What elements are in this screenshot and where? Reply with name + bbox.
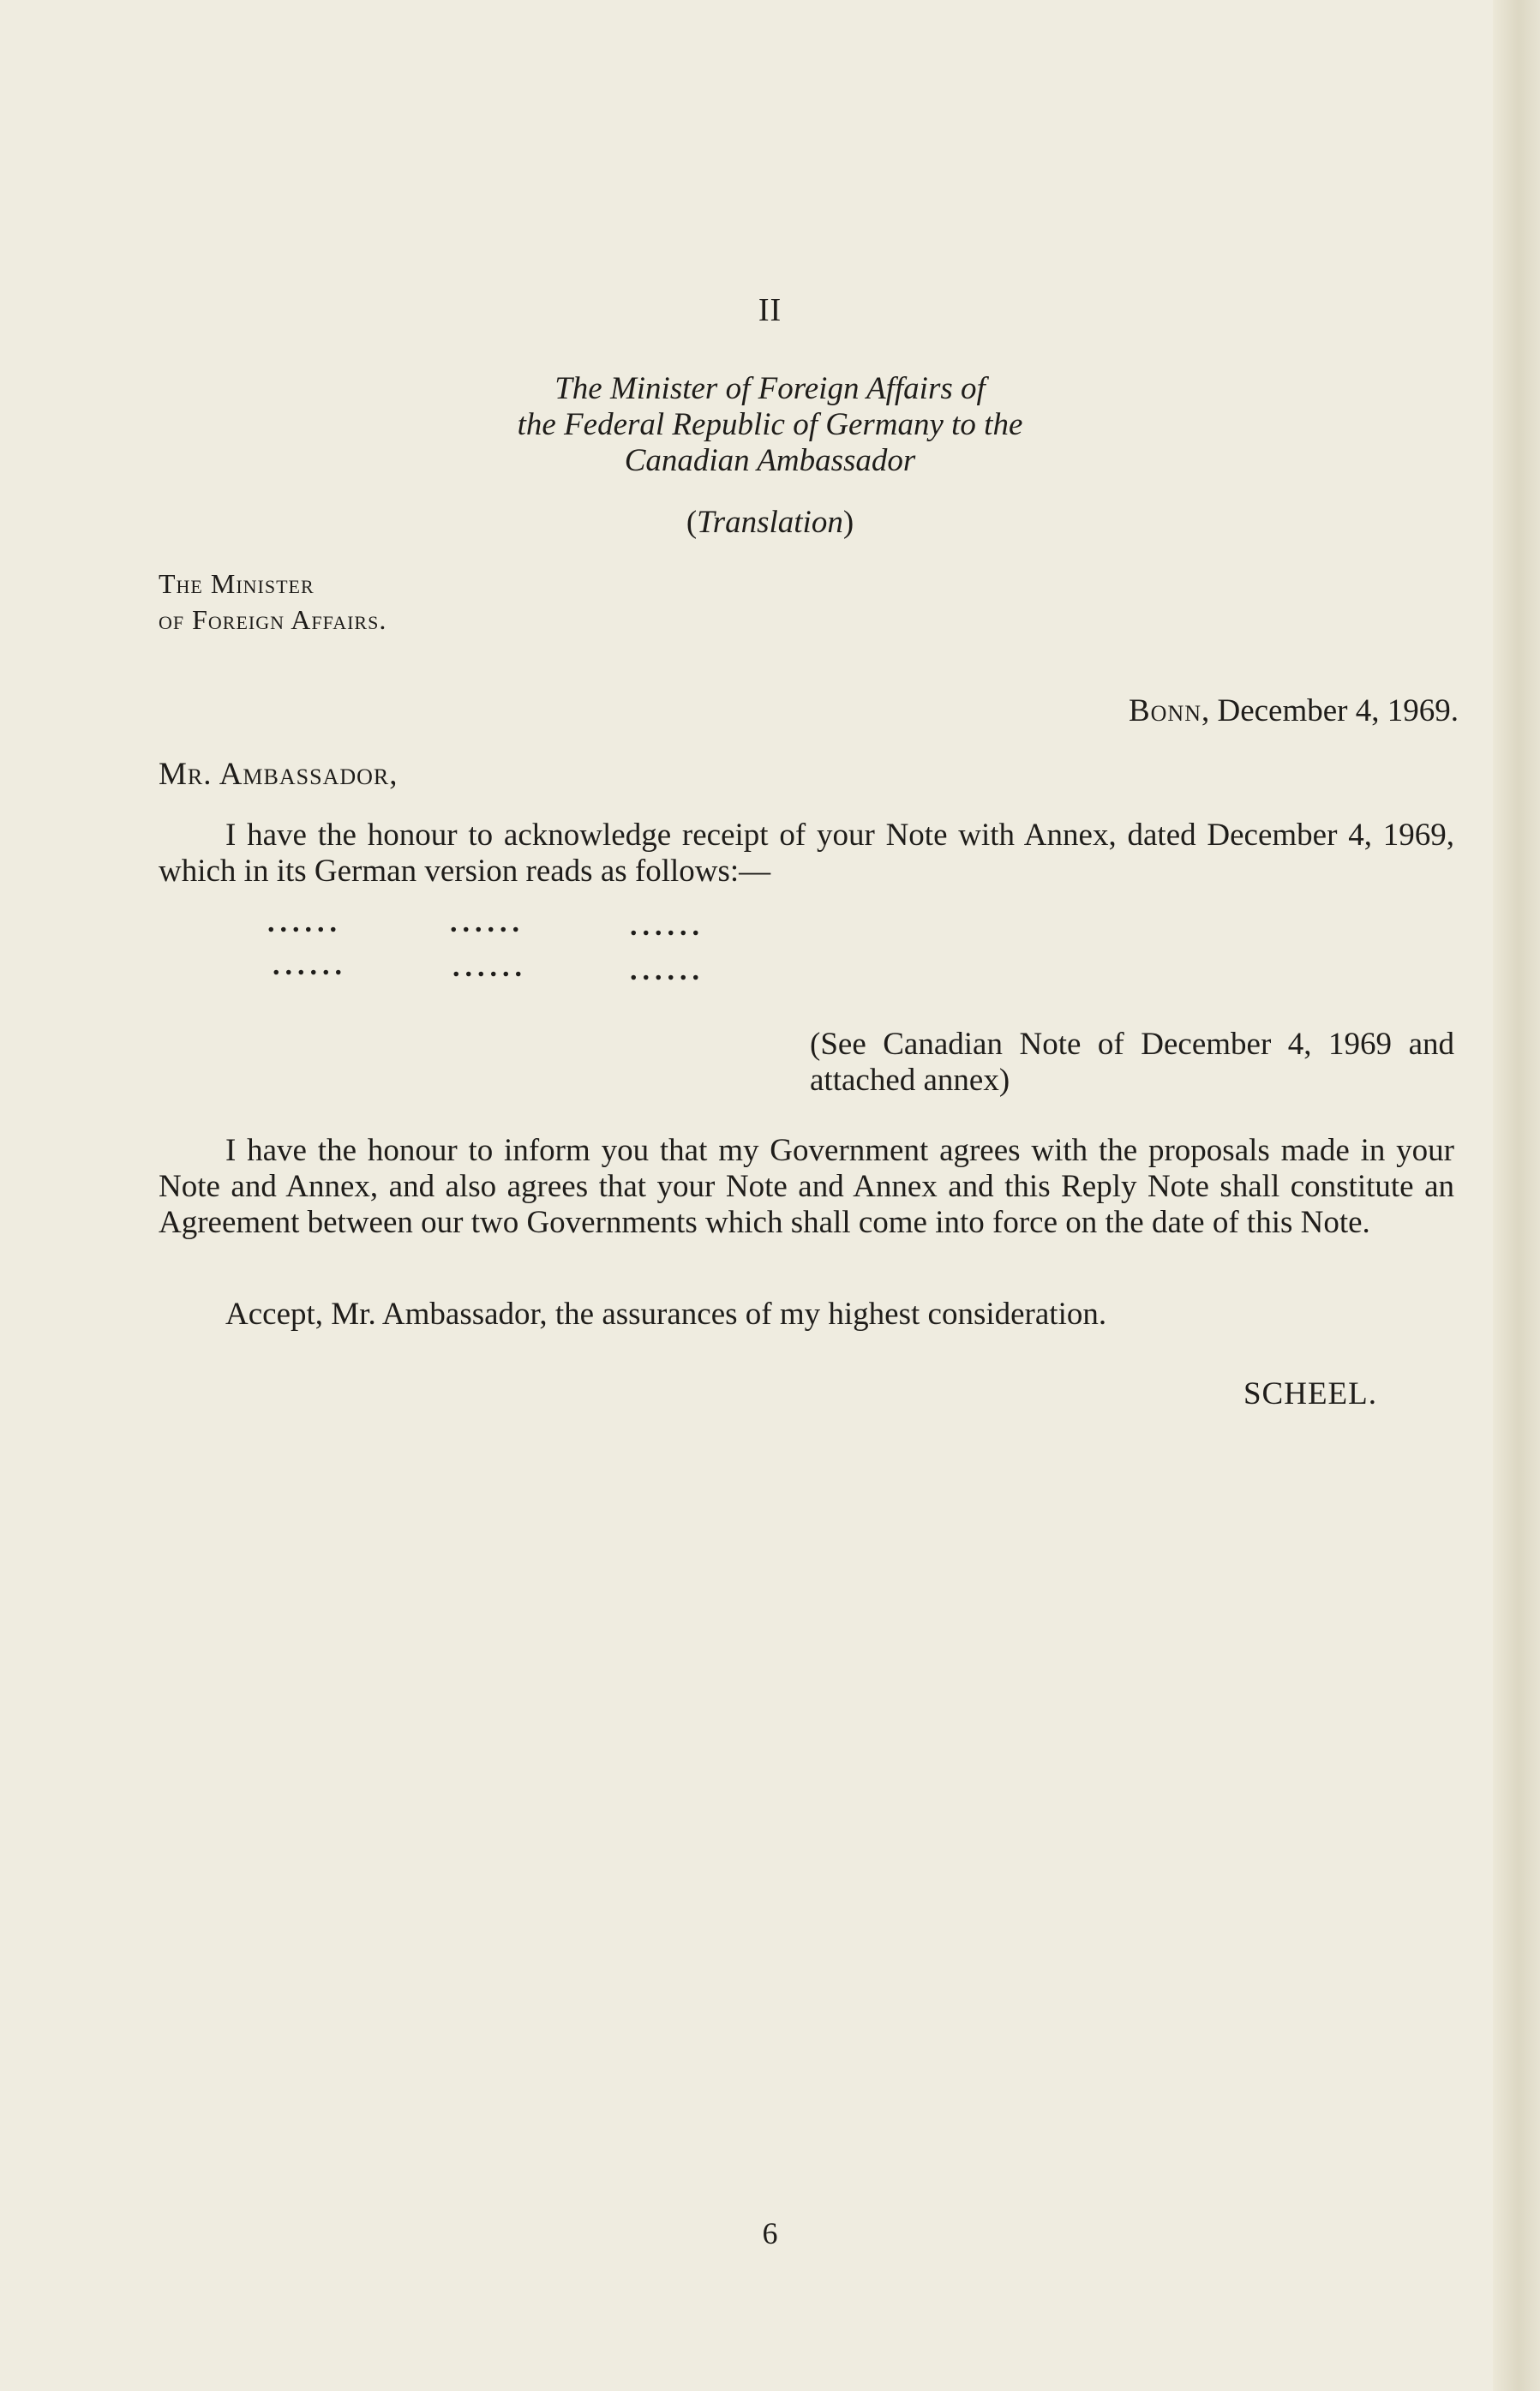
page-number: 6 [762,2216,778,2250]
sender-line-1: The Minister [159,568,315,599]
dateline-city: Bonn [1128,693,1201,728]
salutation: Mr. Ambassador, [159,757,398,792]
paragraph-acknowledgement: I have the honour to acknowledge receipt of your Note with Annex, dated December 4, 1969, which in its German version reads as follows:— [159,818,1454,889]
dateline [1129,692,1459,729]
section-number: II [758,292,782,328]
heading-line-1: The Minister of Foreign Affairs of [554,371,986,406]
signature: SCHEEL. [1243,1376,1377,1411]
sender-line-2: of Foreign Affairs. [159,604,387,635]
ellipsis-1b: ...... [450,907,524,938]
paragraph-agreement: I have the honour to inform you that my Government agrees with the proposals made in your Note and Annex, and also agrees that your Note and Annex and this Reply Note shall constitute an Agreement between our two Governments which shall come into force on the date of this Note. [159,1133,1454,1240]
note-heading [0,371,1540,479]
sender-block [159,566,386,638]
heading-line-3: Canadian Ambassador [624,443,916,478]
reference-note: (See Canadian Note of December 4, 1969 and attached annex) [810,1027,1454,1098]
ellipsis-1a: ...... [267,907,342,938]
ellipsis-2b: ...... [452,951,527,983]
heading-line-2: the Federal Republic of Germany to the [517,407,1023,442]
ellipsis-2c: ...... [630,955,704,986]
dateline-date: , December 4, 1969. [1201,693,1459,728]
translation-label: (Translation) [686,505,854,540]
translation-text: Translation [697,505,843,540]
ellipsis-1c: ...... [630,910,704,942]
paragraph-closing: Accept, Mr. Ambassador, the assurances of my highest consideration. [225,1297,1107,1332]
ellipsis-2a: ...... [273,950,347,981]
page-edge-shadow [1493,0,1540,2391]
